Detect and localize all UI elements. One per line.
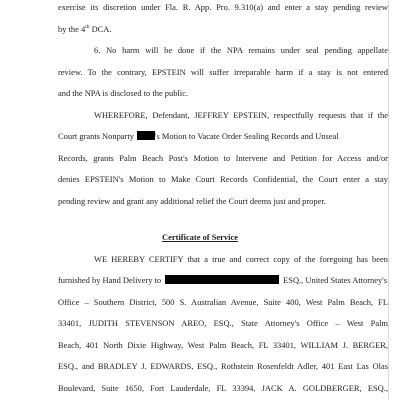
- text-line: [58, 67, 388, 77]
- superscript: th: [85, 24, 90, 31]
- text-line: [94, 254, 388, 264]
- text-span: review. To the contrary, EPSTEIN will suffer irreparable harm if a stay is not entered: [58, 67, 388, 77]
- redaction-bar: [165, 275, 279, 284]
- text-span: and the NPA is disclosed to the public.: [58, 88, 188, 98]
- text-line: [58, 383, 388, 393]
- text-span: Court grants Nonparty: [58, 131, 134, 141]
- text-span: exercise its discretion under Fla. R. App. Pro. 9.310(a) and enter a stay pending review: [58, 2, 388, 12]
- text-span: furnished by Hand Delivery to: [58, 275, 162, 285]
- text-line: [58, 196, 326, 206]
- text-span: DCA.: [89, 24, 112, 34]
- text-span: 's Motion to Vacate Order Sealing Records and Unseal: [154, 131, 339, 141]
- text-span: WE HEREBY CERTIFY that a true and correct copy of the foregoing has been: [94, 254, 388, 264]
- text-line: [94, 45, 388, 55]
- text-span: ESQ., United States Attorney's: [283, 275, 388, 285]
- certificate-heading: Certificate of Service: [162, 232, 238, 242]
- text-span: denies EPSTEIN's Motion to Make Court Records Confidential, the Court enter a stay: [58, 174, 388, 184]
- redaction-bar: [137, 131, 155, 140]
- text-span: by the 4: [58, 24, 86, 34]
- text-line: [94, 110, 388, 120]
- text-span: Office – Southern District, 500 S. Australian Avenue, Suite 400, West Palm Beach, FL: [58, 297, 388, 307]
- text-span: WHEREFORE, Defendant, JEFFREY EPSTEIN, respectfully requests that if the: [94, 110, 388, 120]
- text-line: [58, 131, 339, 141]
- text-span: Records, grants Palm Beach Post's Motion to Intervene and Petition for Access and/or: [58, 153, 388, 163]
- text-line: [58, 297, 388, 307]
- text-line: [58, 340, 388, 350]
- page-edge-rule: [388, 0, 389, 400]
- text-line: [58, 153, 388, 163]
- text-line: [58, 174, 388, 184]
- text-line: [58, 361, 388, 371]
- text-span: 6. No harm will be done if the NPA remains under seal pending appellate: [94, 45, 388, 55]
- text-span: ESQ., and BRADLEY J. EDWARDS, ESQ., Rothstein Rosenfeldt Adler, 401 East Las Olas: [58, 361, 388, 371]
- text-line: [58, 318, 388, 328]
- text-span: Beach, 401 North Dixie Highway, West Palm Beach, FL 33401, WILLIAM J. BERGER,: [58, 340, 388, 350]
- text-line: [58, 2, 388, 12]
- text-span: Boulevard, Suite 1650, Fort Lauderdale, FL 33394, JACK A. GOLDBERGER, ESQ.,: [58, 383, 388, 393]
- text-line: [58, 88, 188, 98]
- text-span: 33401, JUDITH STEVENSON AREO, ESQ., State Attorney's Office – West Palm: [58, 318, 388, 328]
- text-span: pending review and grant any additional relief the Court deems just and proper.: [58, 196, 326, 206]
- text-line: [58, 275, 387, 285]
- text-line: [58, 24, 112, 34]
